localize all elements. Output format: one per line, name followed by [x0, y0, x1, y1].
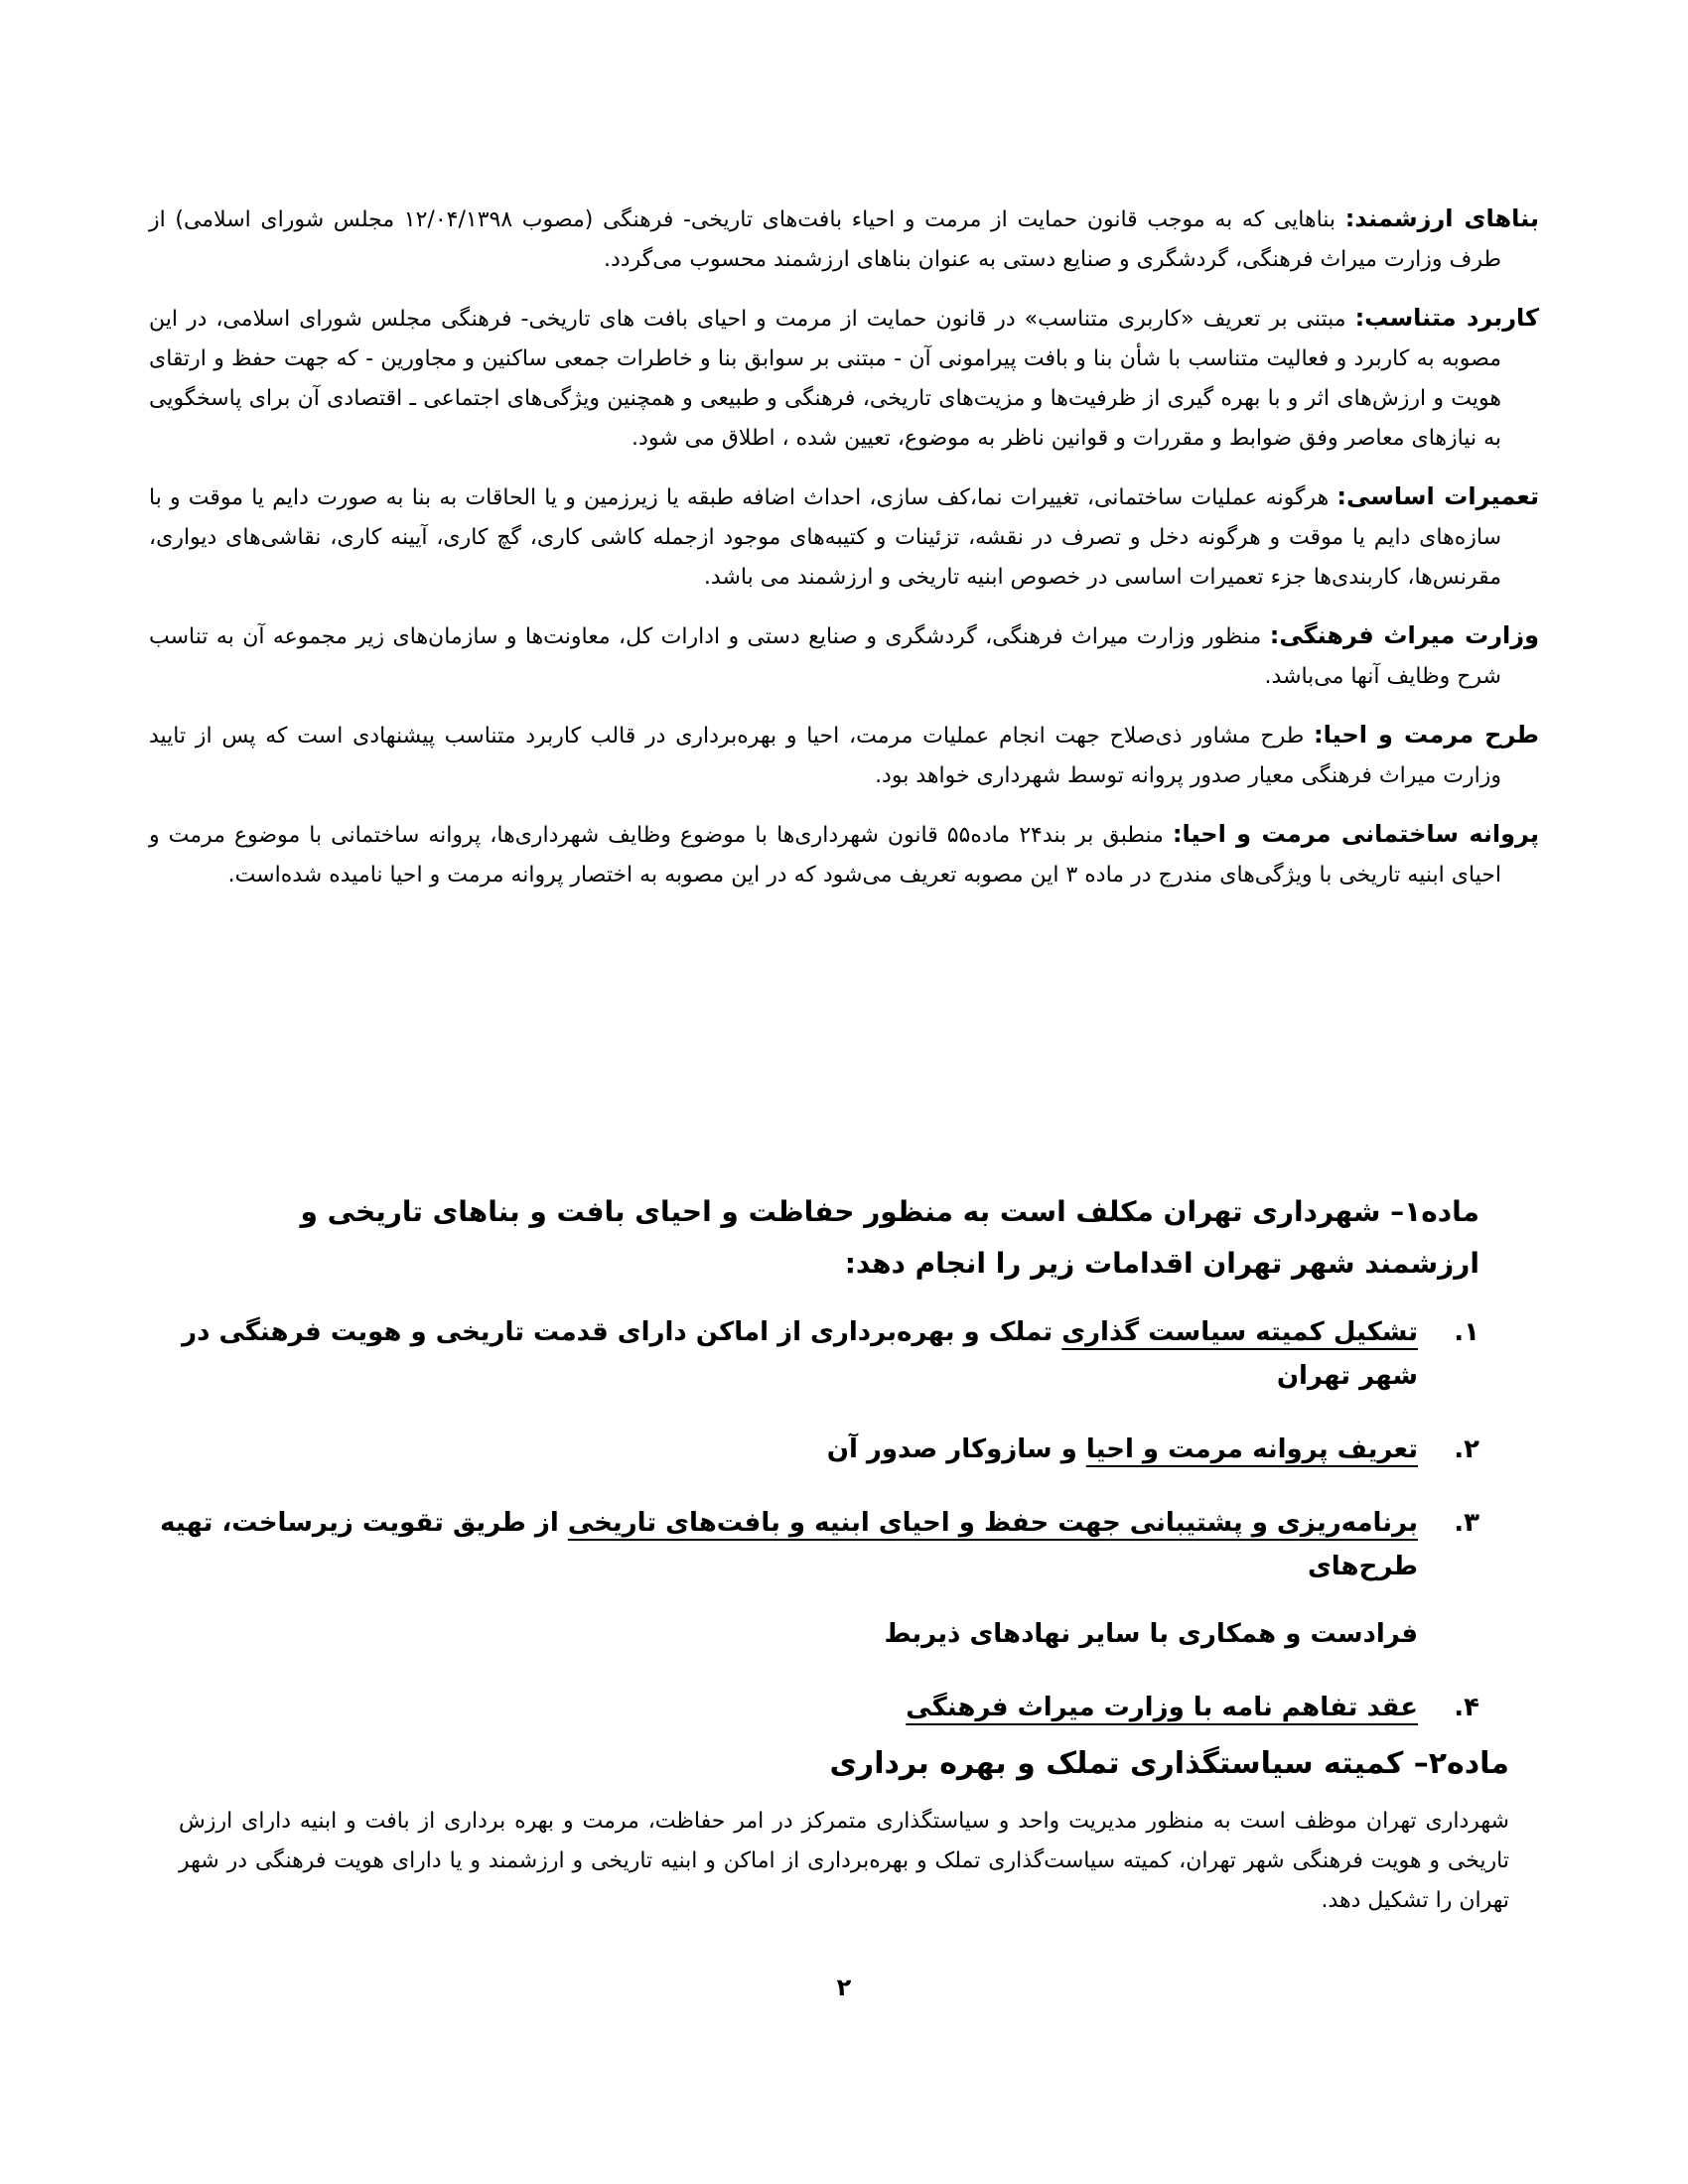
list-item-text: تملک و بهره‌برداری از اماکن دارای قدمت تاریخی و هویت فرهنگی در شهر تهران: [182, 1317, 1418, 1391]
list-item-underlined: برنامه‌ریزی و پشتیبانی جهت حفظ و احیای ابنیه و بافت‌های تاریخی: [567, 1508, 1418, 1538]
definition-text: بناهایی که به موجب قانون حمایت از مرمت و احیاء بافت‌های تاریخی- فرهنگی (مصوب ۱۲/۰۴/۱۳۹۸ مجلس شورای اسلامی) از طرف وزارت میراث فرهنگی، گردشگری و صنایع دستی به عنوان بناهای ارزشمند محسوب می‌گردد.: [149, 207, 1501, 272]
list-item-text: و سازوکار صدور آن: [826, 1434, 1086, 1464]
definition-appropriate-use: [149, 298, 1539, 459]
list-item-number: ۱.: [1454, 1317, 1479, 1347]
list-item-number: ۲.: [1454, 1434, 1479, 1464]
definition-text: منطبق بر بند۲۴ ماده۵۵ قانون شهرداری‌ها با موضوع وظایف شهرداری‌ها، پروانه ساختمانی با موضوع مرمت و احیای ابنیه تاریخی با ویژگی‌های مندرج در ماده ۳ این مصوبه تعریف می‌شود که در این مصوبه به اختصار پروانه مرمت و احیا نامیده شده‌است.: [149, 823, 1501, 887]
definition-term: طرح مرمت و احیا:: [1314, 721, 1539, 749]
list-item: [139, 1310, 1479, 1398]
list-item: [139, 1686, 1479, 1729]
definition-valuable-buildings: [149, 199, 1539, 280]
list-item: [139, 1428, 1479, 1471]
list-item-continuation: فرادست و همکاری با سایر نهادهای ذیربط: [884, 1619, 1418, 1649]
definition-text: طرح مشاور ذی‌صلاح جهت انجام عملیات مرمت، احیا و بهره‌برداری در قالب کاربرد متناسب پیشنهادی است که پس از تایید وزارت میراث فرهنگی معیار صدور پروانه توسط شهرداری خواهد بود.: [149, 724, 1501, 788]
definition-text: مبتنی بر تعریف «کاربری متناسب» در قانون حمایت از مرمت و احیای بافت های تاریخی- فرهنگی مجلس شورای اسلامی، در این مصوبه به کاربرد و فعالیت متناسب با شأن بنا و بافت پیرامونی آن - مبتنی بر سوابق بنا و خاطرات جمعی ساکنین و مجاورین - که جهت حفظ و ارتقای هویت و ارزش‌های اثر و با بهره گیری از ظرفیت‌ها و مزیت‌های تاریخی، فرهنگی و طبیعی و همچنین ویژگی‌های اجتماعی ـ اقتصادی آن برای پاسخگویی به نیازهای معاصر وفق ضوابط و مقررات و قوانین ناظر به موضوع، تعیین شده ، اطلاق می شود.: [149, 307, 1501, 451]
definition-ministry: [149, 615, 1539, 697]
definition-text: هرگونه عملیات ساختمانی، تغییرات نما،کف سازی، احداث اضافه طبقه یا زیرزمین و یا الحاقات به بنا به صورت دایم یا موقت و با سازه‌های دایم یا موقت و هرگونه دخل و تصرف در نقشه، تزئینات و کتیبه‌های موجود ازجمله کاشی کاری، گچ کاری، آیینه کاری، نقاشی‌های دیواری، مقرنس‌ها، کاربندی‌ها جزء تعمیرات اساسی در خصوص ابنیه تاریخی و ارزشمند می باشد.: [149, 485, 1501, 590]
list-item-underlined: عقد تفاهم نامه با وزارت میراث فرهنگی: [906, 1693, 1418, 1722]
list-item-underlined: تعریف پروانه مرمت و احیا: [1085, 1434, 1418, 1464]
definitions-section: [149, 199, 1539, 913]
list-item-text: از طریق تقویت زیرساخت، تهیه طرح‌های: [160, 1508, 1418, 1581]
page-number: ۲: [836, 1974, 852, 2001]
list-item-underlined: تشکیل کمیته سیاست گذاری: [1061, 1317, 1418, 1347]
definition-restoration-permit: [149, 814, 1539, 895]
definition-text: منظور وزارت میراث فرهنگی، گردشگری و صنایع دستی و ادارات کل، معاونت‌ها و سازمان‌های زیر مجموعه آن به تناسب شرح وظایف آنها می‌باشد.: [149, 624, 1501, 689]
list-item: [139, 1501, 1479, 1656]
definition-restoration-plan: [149, 715, 1539, 796]
list-item-number: ۴.: [1454, 1693, 1479, 1722]
article-2-heading: ماده۲– کمیته سیاستگذاری تملک و بهره برداری: [829, 1746, 1509, 1781]
definition-term: تعمیرات اساسی:: [1336, 482, 1539, 510]
article-2-paragraph: شهرداری تهران موظف است به منظور مدیریت واحد و سیاستگذاری متمرکز در امر حفاظت، مرمت و بهره برداری از بافت و ابنیه دارای ارزش تاریخی و هویت فرهنگی شهر تهران، کمیته سیاست‌گذاری تملک و بهره‌برداری از اماکن و ابنیه تاریخی و ارزشمند و یا دارای هویت فرهنگی در شهر تهران را تشکیل دهد.: [179, 1809, 1509, 1913]
article-1-heading: ماده۱– شهرداری تهران مکلف است به منظور حفاظت و احیای بافت و بناهای تاریخی و ارزشمند شهر تهران اقدامات زیر را انجام دهد:: [300, 1195, 1479, 1280]
list-item-number: ۳.: [1454, 1508, 1479, 1538]
definition-major-repairs: [149, 477, 1539, 598]
definition-term: پروانه ساختمانی مرمت و احیا:: [1172, 820, 1540, 848]
article-1-list: [139, 1310, 1479, 1759]
definition-term: وزارت میراث فرهنگی:: [1269, 621, 1539, 649]
definition-term: بناهای ارزشمند:: [1344, 205, 1539, 232]
definition-term: کاربرد متناسب:: [1354, 304, 1540, 332]
